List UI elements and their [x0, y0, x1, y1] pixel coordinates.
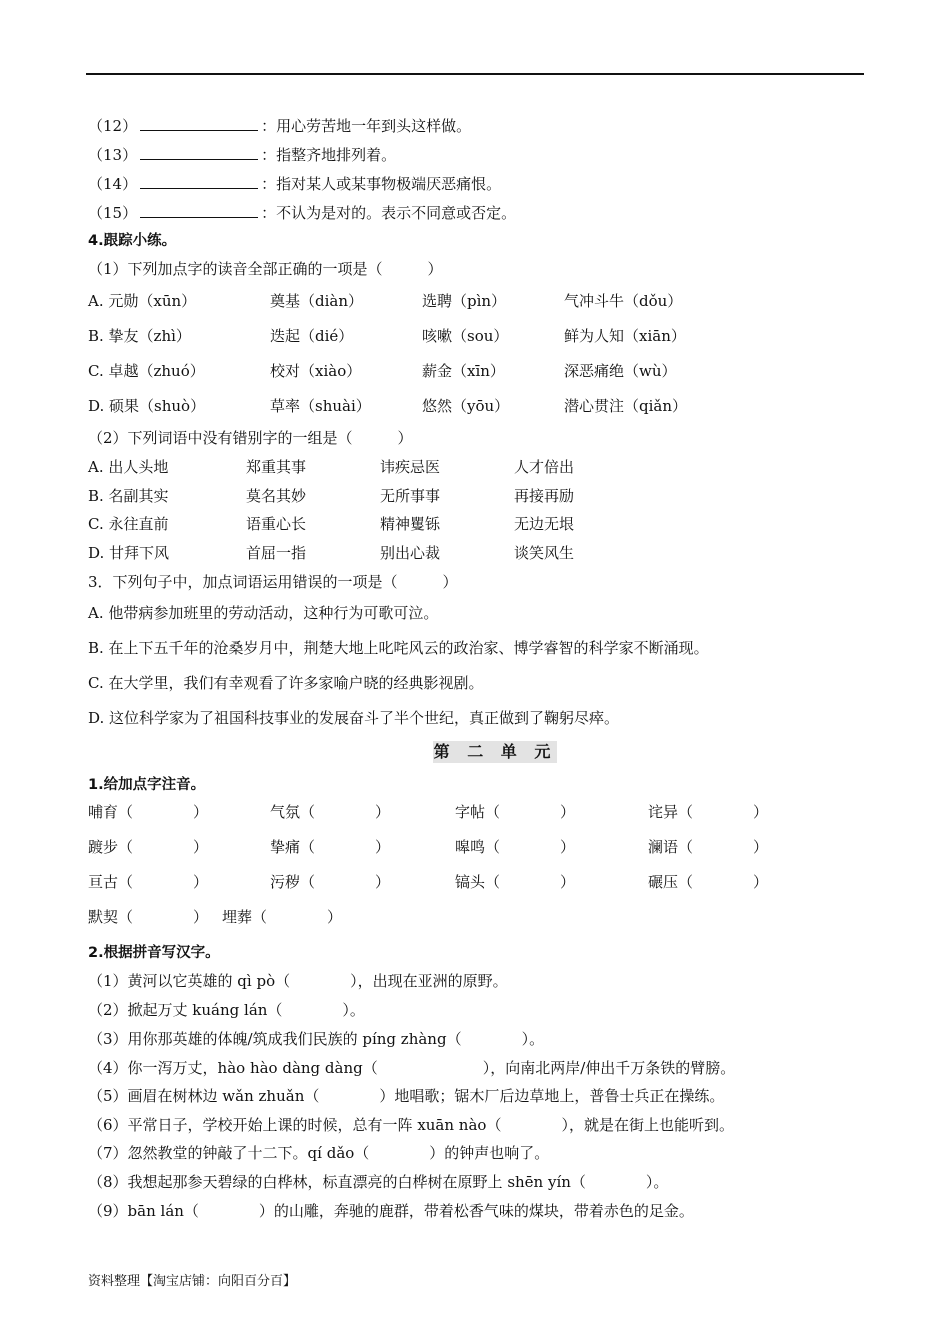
- definition-item: （14） ：指对某人或某事物极端厌恶痛恨。: [88, 175, 502, 193]
- question-2: （2）下列词语中没有错别字的一组是（ ）: [88, 429, 413, 447]
- definition-item: （13） ：指整齐地排列着。: [88, 146, 397, 164]
- pinyin-item: （7）忽然教堂的钟敲了十二下。qí dǎo（ ）的钟声也响了。: [88, 1144, 550, 1162]
- option-cell: 无边无垠: [514, 515, 575, 533]
- option-cell: 别出心裁: [380, 544, 441, 562]
- option-line: C. 在大学里，我们有幸观看了许多家喻户晓的经典影视剧。: [88, 674, 484, 692]
- definition-item: （15） ：不认为是对的。表示不同意或否定。: [88, 204, 517, 222]
- phonetic-item: 埋葬（ ）: [222, 908, 343, 926]
- answer-blank[interactable]: [140, 174, 258, 189]
- pinyin-item: （4）你一泻万丈，hào hào dàng dàng（ ），向南北两岸/伸出千万条铁的臂膀。: [88, 1059, 736, 1077]
- option-cell: 悠然（yōu）: [422, 397, 510, 415]
- phonetic-item: 亘古（ ）: [88, 873, 209, 891]
- option-cell: 莫名其妙: [246, 487, 307, 505]
- option-cell: C. 卓越（zhuó）: [88, 362, 205, 380]
- option-cell: 薪金（xīn）: [422, 362, 505, 380]
- option-cell: 鲜为人知（xiān）: [564, 327, 686, 345]
- option-line: B. 在上下五千年的沧桑岁月中，荆楚大地上叱咤风云的政治家、博学睿智的科学家不断涌现。: [88, 639, 709, 657]
- option-cell: 校对（xiào）: [270, 362, 362, 380]
- question-3: 3．下列句子中，加点词语运用错误的一项是（ ）: [88, 573, 458, 591]
- answer-blank[interactable]: [140, 145, 258, 160]
- section-title: 1.给加点字注音。: [88, 777, 206, 793]
- option-cell: 人才倍出: [514, 458, 575, 476]
- unit-title: 第 二 单 元: [433, 742, 557, 761]
- option-cell: A. 元勋（xūn）: [88, 292, 197, 310]
- option-cell: 再接再励: [514, 487, 575, 505]
- pinyin-item: （6）平常日子，学校开始上课的时候，总有一阵 xuān nào（ ），就是在街上也能听到。: [88, 1116, 734, 1134]
- option-cell: 无所事事: [380, 487, 441, 505]
- option-cell: 首屈一指: [246, 544, 307, 562]
- pinyin-item: （3）用你那英雄的体魄/筑成我们民族的 píng zhàng（ ）。: [88, 1030, 545, 1048]
- phonetic-item: 字帖（ ）: [455, 803, 576, 821]
- pinyin-item: （2）掀起万丈 kuáng lán（ ）。: [88, 1001, 365, 1019]
- phonetic-item: 挚痛（ ）: [270, 838, 391, 856]
- option-cell: C. 永往直前: [88, 515, 169, 533]
- section-title: 4.跟踪小练。: [88, 233, 177, 249]
- phonetic-item: 澜语（ ）: [648, 838, 769, 856]
- option-cell: 奠基（diàn）: [270, 292, 364, 310]
- phonetic-item: 污秽（ ）: [270, 873, 391, 891]
- question-1: （1）下列加点字的读音全部正确的一项是（ ）: [88, 260, 443, 278]
- phonetic-item: 哺育（ ）: [88, 803, 209, 821]
- phonetic-item: 气氛（ ）: [270, 803, 391, 821]
- option-cell: 语重心长: [246, 515, 307, 533]
- pinyin-item: （8）我想起那参天碧绿的白桦林，标直漂亮的白桦树在原野上 shēn yín（ ）。: [88, 1173, 669, 1191]
- option-line: A. 他带病参加班里的劳动活动，这种行为可歌可泣。: [88, 604, 439, 622]
- phonetic-item: 默契（ ）: [88, 908, 209, 926]
- header-rule: [86, 73, 864, 75]
- option-cell: D. 甘拜下风: [88, 544, 170, 562]
- option-cell: 谈笑风生: [514, 544, 575, 562]
- phonetic-item: 踱步（ ）: [88, 838, 209, 856]
- section-title: 2.根据拼音写汉字。: [88, 945, 220, 961]
- footer-note: 资料整理【淘宝店铺：向阳百分百】: [88, 1274, 297, 1289]
- option-cell: 选聘（pìn）: [422, 292, 507, 310]
- phonetic-item: 嗥鸣（ ）: [455, 838, 576, 856]
- definition-item: （12） ：用心劳苦地一年到头这样做。: [88, 117, 472, 135]
- option-cell: 郑重其事: [246, 458, 307, 476]
- option-cell: 草率（shuài）: [270, 397, 371, 415]
- pinyin-item: （9）bān lán（ ）的山雕，奔驰的鹿群，带着松香气味的煤块，带着赤色的足金。: [88, 1202, 694, 1220]
- option-cell: 深恶痛绝（wù）: [564, 362, 677, 380]
- phonetic-item: 诧异（ ）: [648, 803, 769, 821]
- phonetic-item: 碾压（ ）: [648, 873, 769, 891]
- option-cell: B. 挚友（zhì）: [88, 327, 191, 345]
- pinyin-item: （5）画眉在树林边 wǎn zhuǎn（ ）地唱歌；锯木厂后边草地上，普鲁士兵正在操练。: [88, 1087, 725, 1105]
- pinyin-item: （1）黄河以它英雄的 qì pò（ ），出现在亚洲的原野。: [88, 972, 508, 990]
- answer-blank[interactable]: [140, 116, 258, 131]
- option-cell: 潜心贯注（qiǎn）: [564, 397, 688, 415]
- option-line: D. 这位科学家为了祖国科技事业的发展奋斗了半个世纪，真正做到了鞠躬尽瘁。: [88, 709, 620, 727]
- option-cell: 迭起（dié）: [270, 327, 354, 345]
- option-cell: 讳疾忌医: [380, 458, 441, 476]
- option-cell: B. 名副其实: [88, 487, 169, 505]
- option-cell: 气冲斗牛（dǒu）: [564, 292, 683, 310]
- option-cell: 精神矍铄: [380, 515, 441, 533]
- phonetic-item: 镐头（ ）: [455, 873, 576, 891]
- answer-blank[interactable]: [140, 203, 258, 218]
- option-cell: A. 出人头地: [88, 458, 169, 476]
- option-cell: D. 硕果（shuò）: [88, 397, 206, 415]
- option-cell: 咳嗽（sou）: [422, 327, 509, 345]
